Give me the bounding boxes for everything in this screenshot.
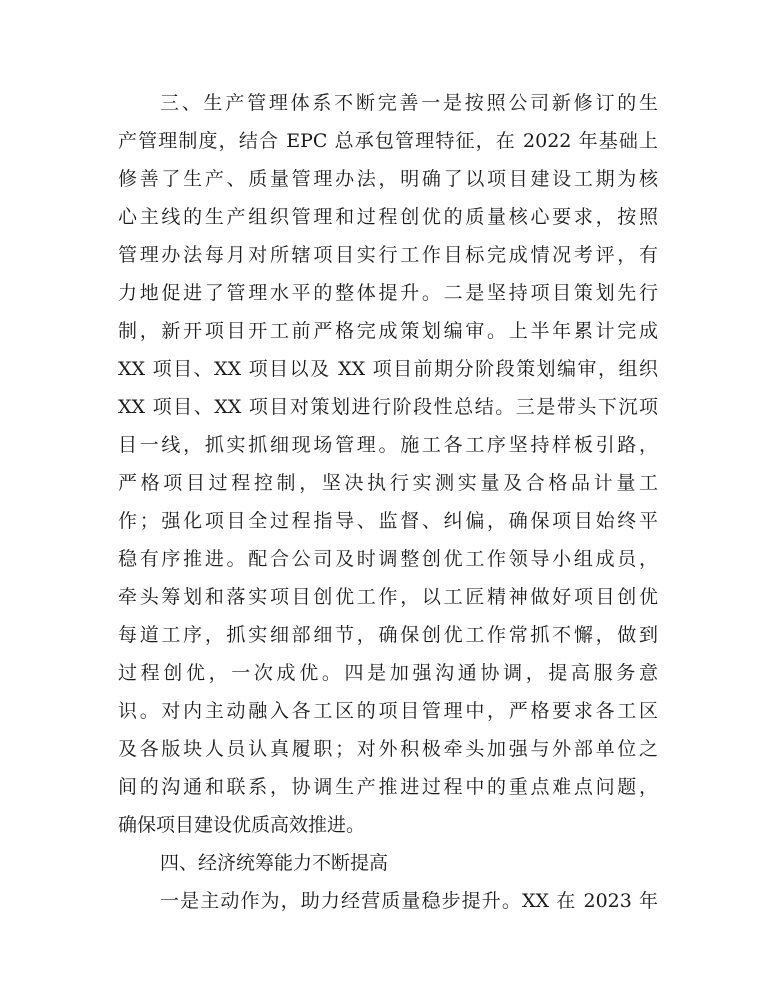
paragraph-line: 作；强化项目全过程指导、监督、纠偏，确保项目始终平: [118, 510, 658, 532]
paragraph-line: XX 项目、XX 项目以及 XX 项目前期分阶段策划编审，组织: [118, 358, 658, 380]
paragraph-line: 确保项目建设优质高效推进。: [118, 814, 366, 836]
section-heading: 四、经济统筹能力不断提高: [160, 852, 389, 874]
paragraph-line: 稳有序推进。配合公司及时调整创优工作领导小组成员，: [118, 548, 658, 570]
paragraph-line: 目一线，抓实抓细现场管理。施工各工序坚持样板引路，: [118, 434, 658, 456]
paragraph-line: 产管理制度，结合 EPC 总承包管理特征，在 2022 年基础上: [118, 130, 658, 152]
paragraph-line: 识。对内主动融入各工区的项目管理中，严格要求各工区: [118, 700, 658, 722]
paragraph-line: 牵头筹划和落实项目创优工作，以工匠精神做好项目创优: [118, 586, 658, 608]
paragraph-line: 管理办法每月对所辖项目实行工作目标完成情况考评，有: [118, 244, 658, 266]
paragraph-line: 修善了生产、质量管理办法，明确了以项目建设工期为核: [118, 168, 658, 190]
paragraph-line: XX 项目、XX 项目对策划进行阶段性总结。三是带头下沉项: [118, 396, 658, 418]
paragraph-line: 及各版块人员认真履职；对外积极牵头加强与外部单位之: [118, 738, 658, 760]
paragraph-line: 严格项目过程控制，坚决执行实测实量及合格品计量工: [118, 472, 658, 494]
paragraph-line: 制，新开项目开工前严格完成策划编审。上半年累计完成: [118, 320, 658, 342]
paragraph-line: 一是主动作为，助力经营质量稳步提升。XX 在 2023 年: [160, 890, 658, 912]
paragraph-line: 过程创优，一次成优。四是加强沟通协调，提高服务意: [118, 662, 658, 684]
paragraph-line: 力地促进了管理水平的整体提升。二是坚持项目策划先行: [118, 282, 658, 304]
paragraph-line: 三、生产管理体系不断完善一是按照公司新修订的生: [160, 92, 658, 114]
paragraph-line: 心主线的生产组织管理和过程创优的质量核心要求，按照: [118, 206, 658, 228]
paragraph-line: 间的沟通和联系，协调生产推进过程中的重点难点问题，: [118, 776, 658, 798]
paragraph-line: 每道工序，抓实细部细节，确保创优工作常抓不懈，做到: [118, 624, 658, 646]
